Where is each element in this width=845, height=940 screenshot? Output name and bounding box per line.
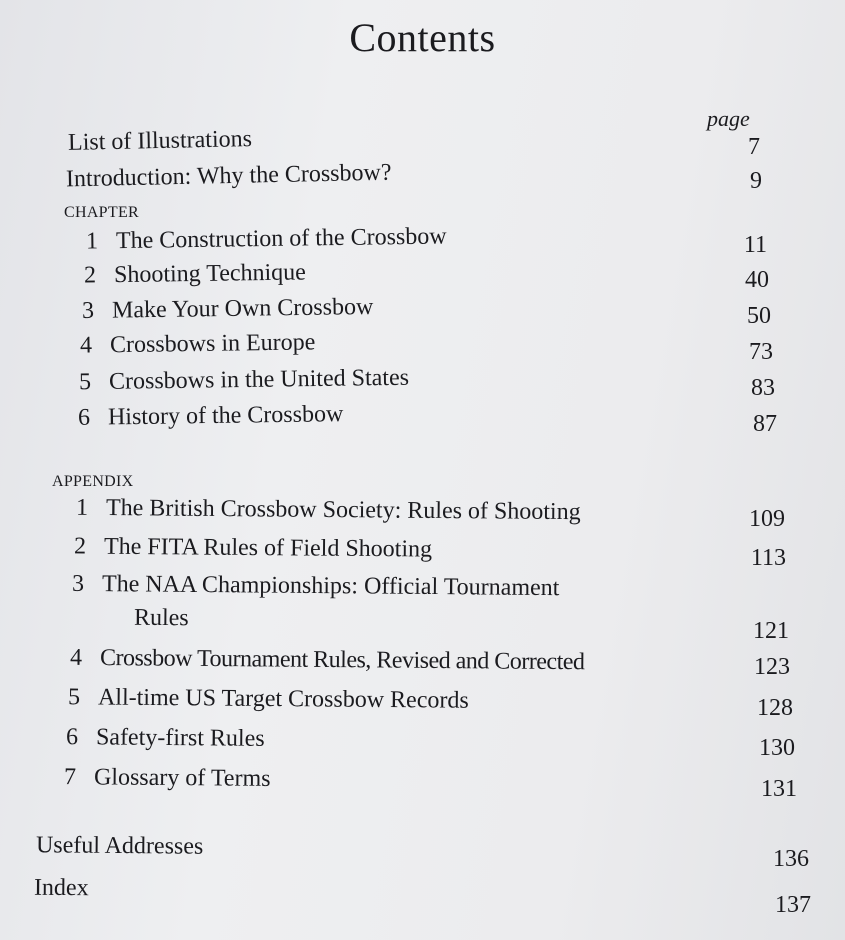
appendix-entry bbox=[64, 764, 271, 793]
chapter-title: Crossbows in the United States bbox=[108, 364, 410, 395]
chapter-number: 5 bbox=[78, 369, 92, 396]
appendix-entry bbox=[76, 495, 581, 526]
appendix-title-continued: Rules bbox=[133, 604, 189, 632]
appendix-title: All-time US Target Crossbow Records bbox=[97, 684, 469, 714]
toc-entry bbox=[66, 160, 392, 194]
chapter-page: 50 bbox=[747, 303, 771, 329]
appendix-number: 6 bbox=[65, 724, 79, 751]
appendix-page: 130 bbox=[759, 735, 795, 761]
page-title: Contents bbox=[349, 15, 496, 60]
chapter-number: 4 bbox=[79, 332, 93, 359]
appendix-page: 113 bbox=[750, 545, 786, 571]
toc-entry-label: Useful Addresses bbox=[35, 832, 204, 860]
appendix-entry bbox=[68, 684, 469, 714]
chapter-entry bbox=[80, 329, 316, 359]
toc-entry bbox=[34, 875, 89, 902]
chapter-page: 87 bbox=[753, 411, 777, 437]
chapter-entry bbox=[86, 223, 447, 255]
toc-entry-page: 136 bbox=[773, 846, 809, 872]
chapter-entry bbox=[82, 294, 374, 325]
chapter-heading: CHAPTER bbox=[64, 204, 139, 221]
toc-entry-label: Index bbox=[33, 874, 89, 902]
appendix-title: Glossary of Terms bbox=[93, 764, 271, 792]
chapter-title: Crossbows in Europe bbox=[109, 329, 316, 359]
chapter-number: 3 bbox=[81, 297, 95, 325]
appendix-title: Safety-first Rules bbox=[95, 724, 265, 752]
chapter-entry bbox=[84, 259, 306, 289]
appendix-title: Crossbow Tournament Rules, Revised and Corrected bbox=[99, 645, 585, 676]
toc-entry bbox=[68, 126, 253, 157]
appendix-entry bbox=[70, 645, 585, 676]
chapter-page: 73 bbox=[749, 339, 773, 365]
toc-entry-page: 137 bbox=[775, 892, 811, 918]
appendix-entry bbox=[66, 724, 265, 753]
toc-entry-page: 9 bbox=[750, 168, 762, 194]
appendix-number: 1 bbox=[75, 494, 89, 521]
toc-entry-label: Introduction: Why the Crossbow? bbox=[65, 159, 392, 193]
appendix-title: The British Crossbow Society: Rules of Shooting bbox=[105, 495, 581, 526]
chapter-entry bbox=[78, 401, 344, 432]
appendix-page: 109 bbox=[749, 506, 785, 532]
appendix-entry bbox=[74, 533, 432, 563]
toc-entry bbox=[36, 832, 204, 860]
chapter-entry bbox=[79, 365, 409, 397]
appendix-entry bbox=[72, 571, 560, 602]
appendix-number: 7 bbox=[63, 764, 77, 791]
chapter-page: 40 bbox=[745, 267, 769, 293]
chapter-page: 83 bbox=[751, 375, 775, 401]
appendix-heading: APPENDIX bbox=[52, 473, 134, 490]
appendix-title: The NAA Championships: Official Tournament bbox=[101, 571, 560, 602]
toc-entry-page: 7 bbox=[748, 134, 760, 160]
appendix-number: 2 bbox=[73, 533, 87, 560]
chapter-title: History of the Crossbow bbox=[107, 401, 344, 431]
appendix-title: The FITA Rules of Field Shooting bbox=[103, 533, 433, 563]
appendix-page: 123 bbox=[754, 654, 790, 680]
appendix-page: 128 bbox=[757, 695, 793, 721]
appendix-number: 3 bbox=[71, 570, 85, 597]
appendix-page: 121 bbox=[753, 618, 789, 644]
chapter-title: Make Your Own Crossbow bbox=[111, 293, 374, 324]
chapter-number: 2 bbox=[83, 262, 97, 289]
chapter-title: Shooting Technique bbox=[113, 259, 307, 289]
chapter-title: The Construction of the Crossbow bbox=[115, 223, 447, 255]
chapter-page: 11 bbox=[743, 232, 767, 258]
chapter-number: 6 bbox=[77, 404, 91, 431]
appendix-number: 4 bbox=[69, 644, 82, 671]
appendix-page: 131 bbox=[761, 776, 797, 802]
toc-entry-label: List of Illustrations bbox=[67, 126, 253, 156]
page-column-label: page bbox=[707, 106, 750, 131]
appendix-number: 5 bbox=[67, 684, 81, 711]
chapter-number: 1 bbox=[85, 228, 99, 255]
